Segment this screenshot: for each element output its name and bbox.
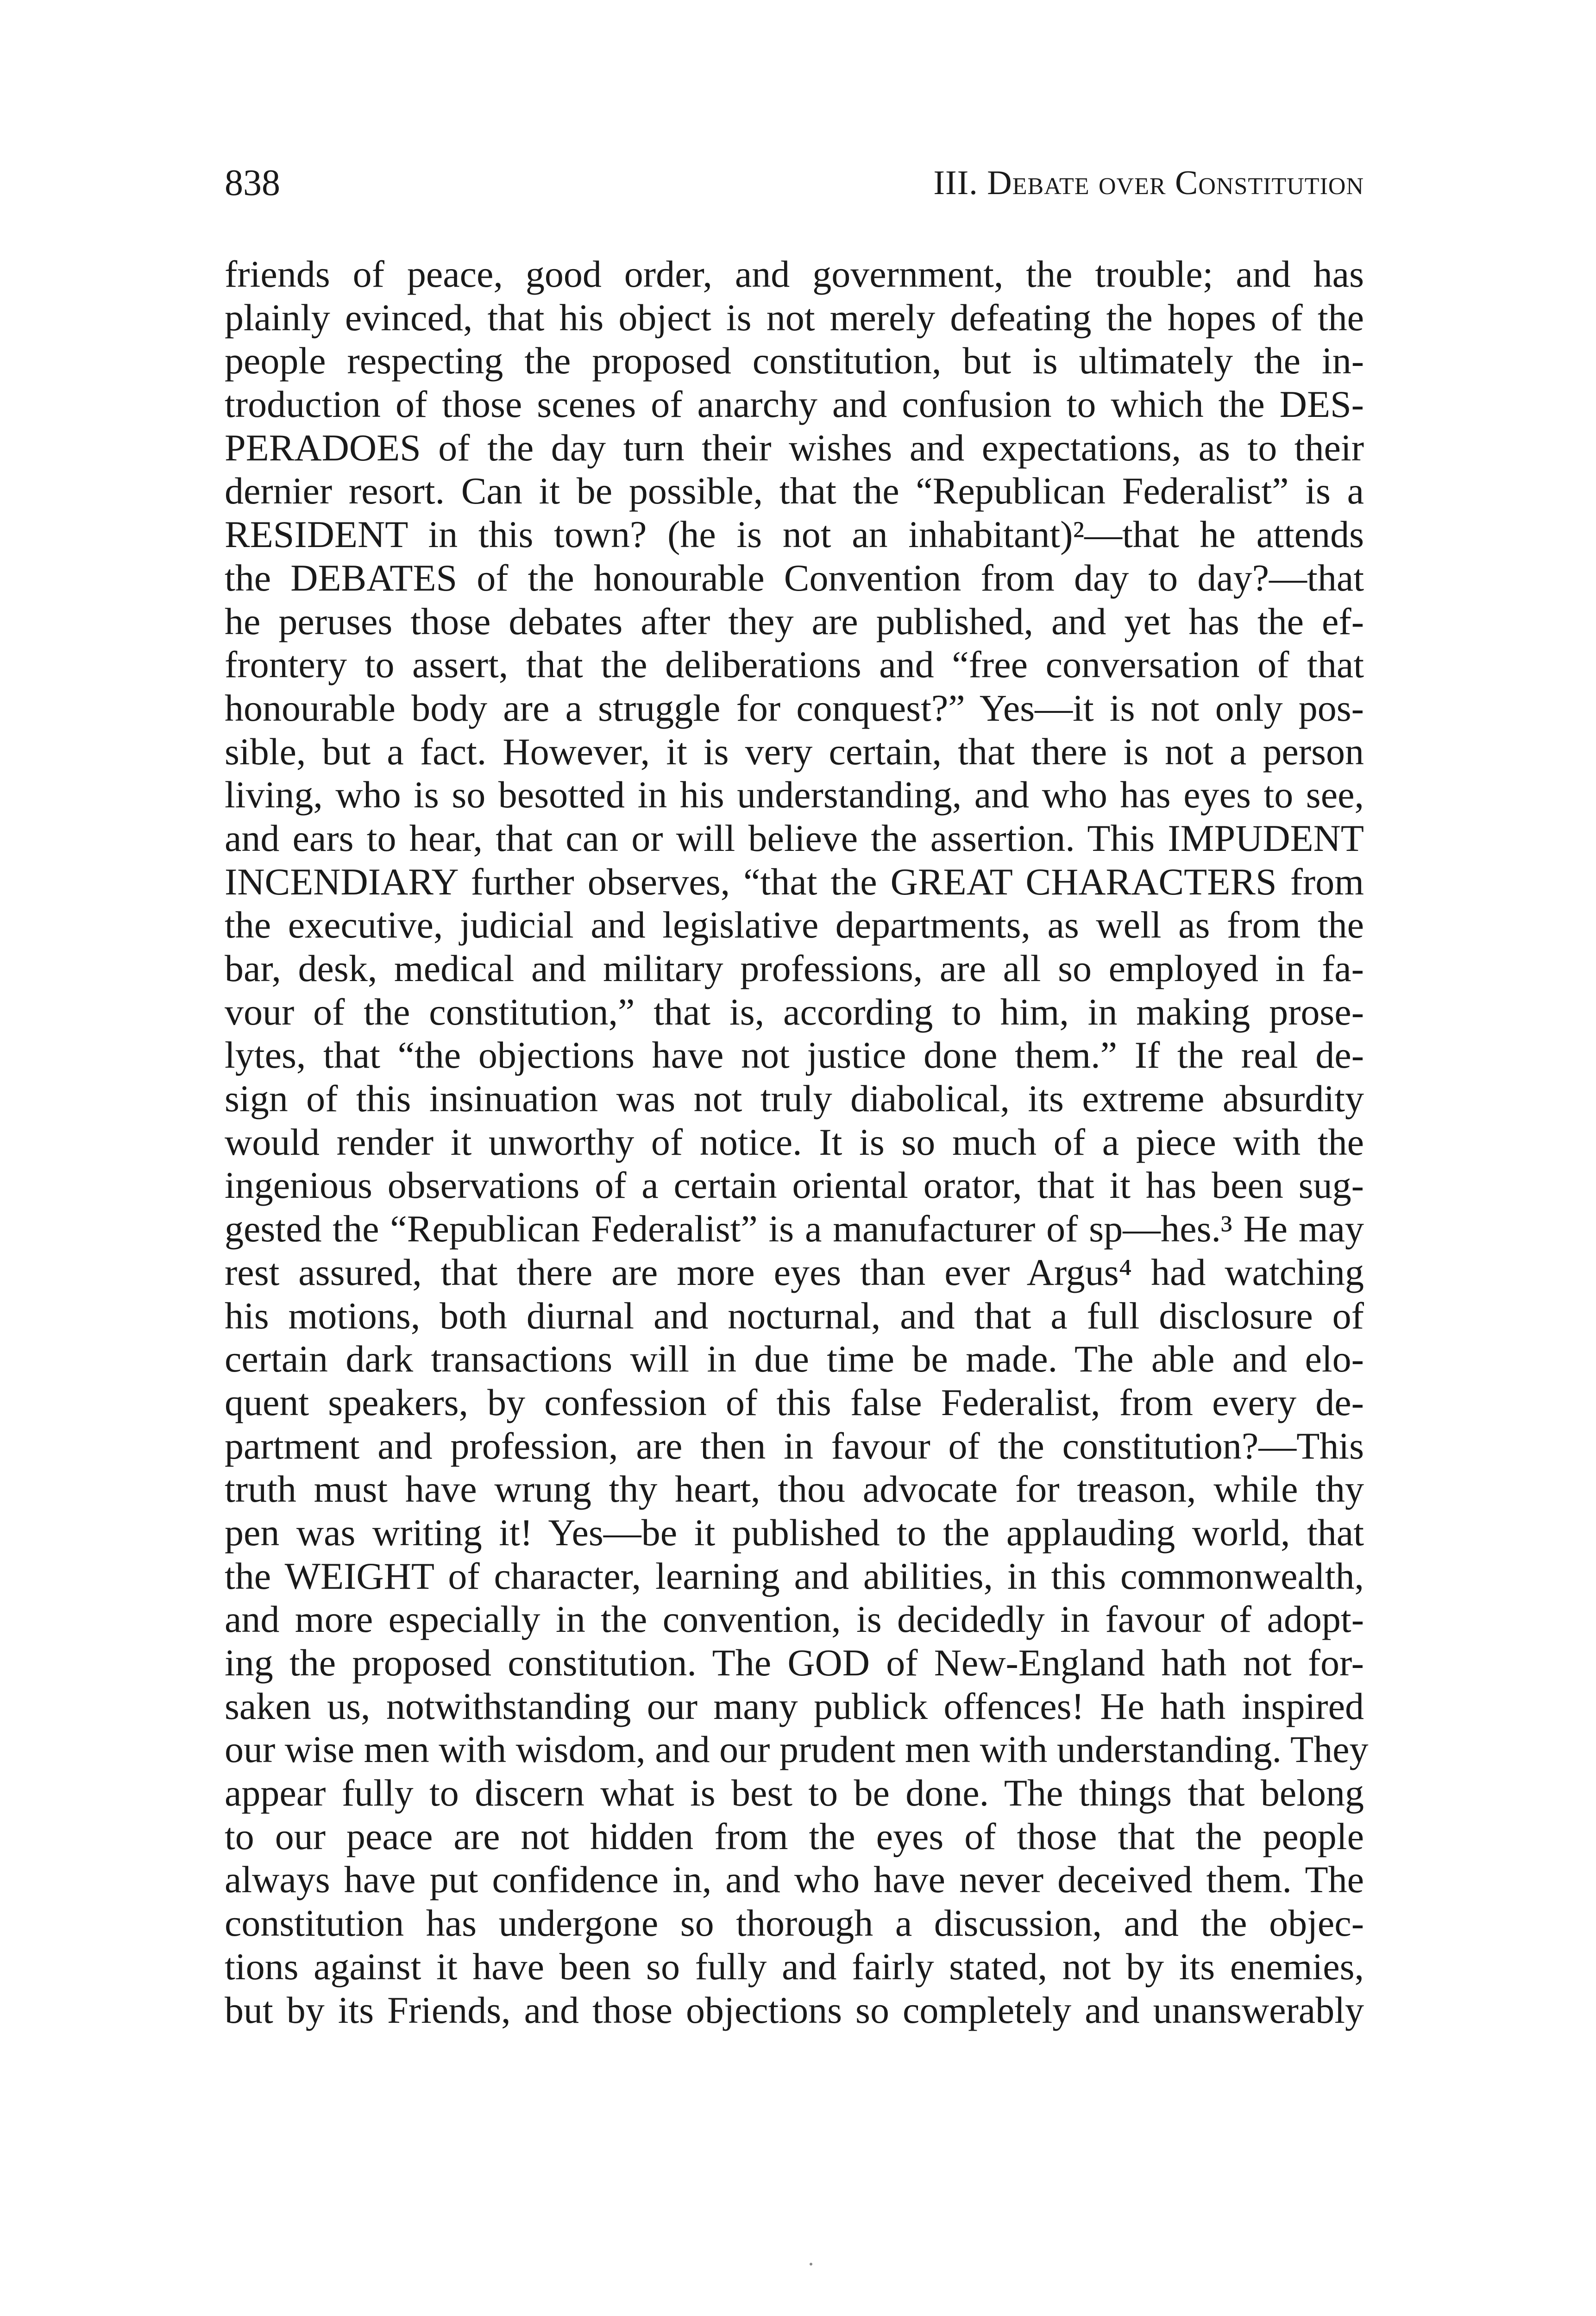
text-line: sible, but a fact. However, it is very certain, that there is not a person (225, 730, 1364, 773)
text-line: ingenious observations of a certain oriental orator, that it has been sug- (225, 1164, 1364, 1207)
scan-speck (810, 2263, 812, 2266)
text-line: the WEIGHT of character, learning and abilities, in this commonwealth, (225, 1554, 1364, 1597)
text-line: people respecting the proposed constitution, but is ultimately the in- (225, 340, 1364, 382)
text-line: our wise men with wisdom, and our prudent men with understanding. They (225, 1728, 1369, 1771)
page-header (225, 157, 1364, 208)
text-line: frontery to assert, that the deliberations and “free conversation of that (225, 643, 1364, 686)
text-line: constitution has undergone so thorough a discussion, and the objec- (225, 1902, 1364, 1945)
text-line: the executive, judicial and legislative departments, as well as from the (225, 904, 1364, 946)
text-line: lytes, that “the objections have not justice done them.” If the real de- (225, 1034, 1364, 1076)
running-head: III. Debate over Constitution (933, 164, 1364, 202)
text-line: and ears to hear, that can or will believe the assertion. This IMPUDENT (225, 817, 1364, 859)
text-line: bar, desk, medical and military professions, are all so employed in fa- (225, 947, 1364, 989)
page-number: 838 (225, 163, 280, 203)
text-line: living, who is so besotted in his understanding, and who has eyes to see, (225, 774, 1364, 816)
text-line: to our peace are not hidden from the eyes of those that the people (225, 1815, 1364, 1857)
text-line: and more especially in the convention, is decidedly in favour of adopt- (225, 1598, 1364, 1641)
text-line: plainly evinced, that his object is not merely defeating the hopes of the (225, 296, 1364, 339)
text-line: dernier resort. Can it be possible, that the “Republican Federalist” is a (225, 470, 1364, 512)
text-line: certain dark transactions will in due time be made. The able and elo- (225, 1338, 1364, 1380)
text-line: quent speakers, by confession of this false Federalist, from every de- (225, 1381, 1364, 1423)
text-line: sign of this insinuation was not truly diabolical, its extreme absurdity (225, 1077, 1364, 1120)
text-line: would render it unworthy of notice. It is so much of a piece with the (225, 1120, 1364, 1163)
text-line: pen was writing it! Yes—be it published to the applauding world, that (225, 1511, 1364, 1554)
text-line: partment and profession, are then in favour of the constitution?—This (225, 1424, 1364, 1467)
text-line: rest assured, that there are more eyes than ever Argus⁴ had watching (225, 1251, 1364, 1293)
text-line: gested the “Republican Federalist” is a manufacturer of sp—hes.³ He may (225, 1208, 1364, 1250)
text-line: INCENDIARY further observes, “that the GREAT CHARACTERS from (225, 860, 1364, 903)
text-line: tions against it have been so fully and fairly stated, not by its enemies, (225, 1945, 1364, 1988)
text-line: always have put confidence in, and who have never deceived them. The (225, 1858, 1364, 1901)
text-line: but by its Friends, and those objections so completely and unanswerably (225, 1989, 1364, 2031)
text-line: PERADOES of the day turn their wishes and expectations, as to their (225, 426, 1364, 469)
text-line: he peruses those debates after they are published, and yet has the ef- (225, 600, 1364, 642)
text-line: ing the proposed constitution. The GOD of New-England hath not for- (225, 1642, 1364, 1684)
text-line: his motions, both diurnal and nocturnal, and that a full disclosure of (225, 1294, 1364, 1337)
text-line: troduction of those scenes of anarchy and confusion to which the DES- (225, 383, 1364, 426)
text-line: RESIDENT in this town? (he is not an inhabitant)²—that he attends (225, 513, 1364, 556)
text-line: truth must have wrung thy heart, thou advocate for treason, while thy (225, 1468, 1364, 1510)
body-text (225, 252, 1369, 2032)
text-line: the DEBATES of the honourable Convention from day to day?—that (225, 556, 1364, 599)
text-line: vour of the constitution,” that is, according to him, in making prose- (225, 990, 1364, 1033)
text-line: appear fully to discern what is best to be done. The things that belong (225, 1772, 1364, 1814)
text-line: honourable body are a struggle for conquest?” Yes—it is not only pos- (225, 686, 1364, 729)
text-line: friends of peace, good order, and government, the trouble; and has (225, 253, 1364, 295)
text-line: saken us, notwithstanding our many publick offences! He hath inspired (225, 1685, 1364, 1727)
